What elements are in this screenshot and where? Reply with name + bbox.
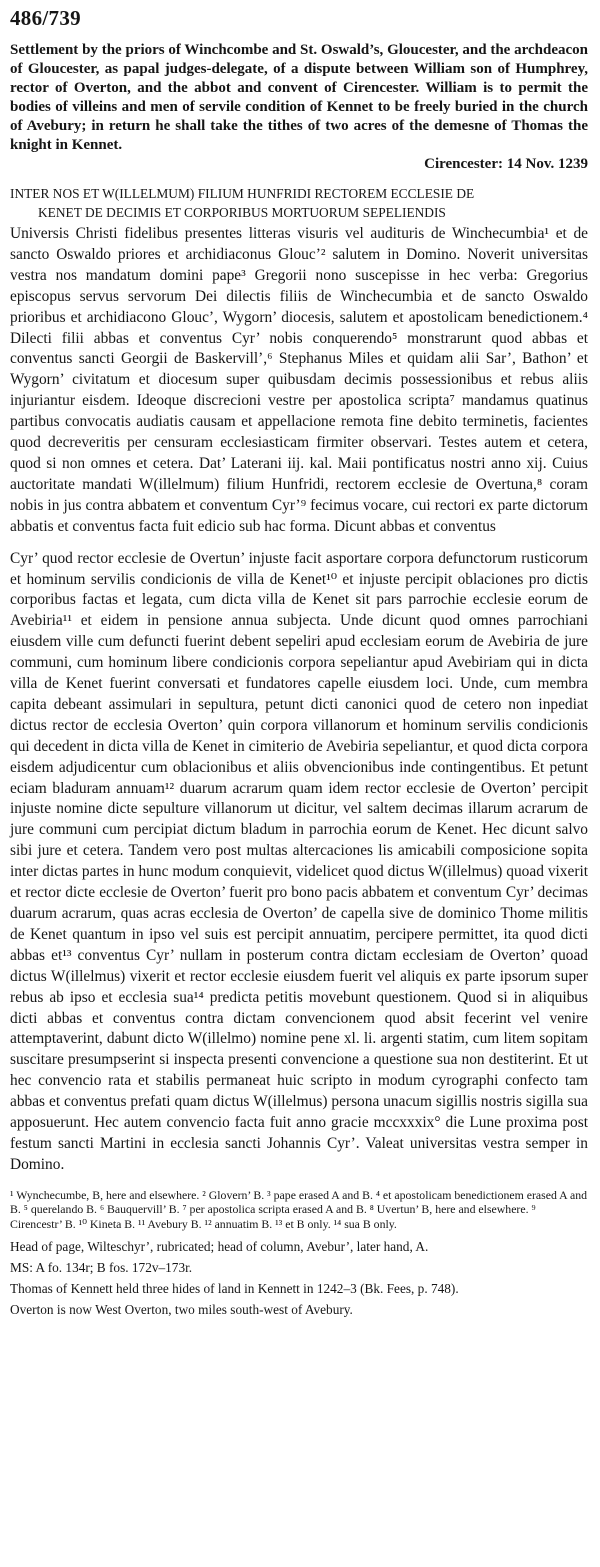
- note-kennett: Thomas of Kennett held three hides of land in Kennett in 1242–3 (Bk. Fees, p. 748).: [10, 1280, 459, 1296]
- note-overton: Overton is now West Overton, two miles south-west of Avebury.: [10, 1301, 353, 1317]
- page: [10, 6, 588, 1320]
- charter-text: [10, 224, 588, 1176]
- paragraph-1: Universis Christi fidelibus presentes litteras visuris vel audituris de Winchecumbia¹ et de sancto Oswaldo priores et archidiaconus Glouc’² salutem in Domino. Noverit universitas vestra nos mandatum domini pape³ Gregorii nono suscepisse in hec verba: Gregorius episcopus servus servorum Dei dilectis filiis de Winchecumbia et de sancto Oswaldo prioribus et archidiacono Glouc’, Wygorn’ diocesis, salutem et apostolicam benedictionem.⁴ Dilecti filii abbas et conventus Cyr’ nobis conquerendo⁵ monstrarunt quod abbas et conventus sancti Georgii de Baskervill’,⁶ Stephanus Miles et quidam alii Sar’, Bathon’ et Wygorn’ civitatum et diocesum super quibusdam decimis possessionibus et rebus aliis injuriantur eisdem. Ideoque discrecioni vestre per apostolica scripta⁷ mandamus quatinus partibus convocatis audiatis causam et appellacione remota fine debito terminetis, facientes quod decreveritis per censuram ecclesiasticam firmiter observari. Testes autem et cetera, quod si non omnes et cetera. Dat’ Laterani iij. kal. Maii pontificatus nostri anno xij. Cuius auctoritate mandati W(illelmum) filium Hunfridi, rectorem ecclesie de Overtuna,⁸ coram nobis in jus contra abbatem et conventum Cyr’⁹ fecimus vocare, cui rectori ex parte dictorum abbatis et conventus facta fuit edicio sub hac forma. Dicunt abbas et conventus: [10, 225, 588, 535]
- heading-line-2: KENET DE DECIMIS ET CORPORIBUS MORTUORUM SEPELIENDIS: [38, 205, 446, 220]
- heading-line-1: INTER NOS ET W(ILLELMUM) FILIUM HUNFRIDI RECTOREM ECCLESIE DE: [10, 186, 475, 201]
- footnotes: ¹ Wynchecumbe, B, here and elsewhere. ² Glovern’ B. ³ pape erased A and B. ⁴ et apostolicam benedictionem erased A and B. ⁵ querelando B. ⁶ Bauquervill’ B. ⁷ per apostolica scripta erased A and B. ⁸ Uvertun’ B, here and elsewhere. ⁹ Cirencestr’ B. ¹⁰ Kineta B. ¹¹ Avebury B. ¹² annuatim B. ¹³ et B only. ¹⁴ sua B only.: [10, 1187, 588, 1231]
- latin-heading: [10, 184, 588, 222]
- place-date: Cirencester: 14 Nov. 1239: [424, 156, 588, 172]
- manuscript-reference: MS: A fo. 134r; B fos. 172v–173r.: [10, 1259, 193, 1275]
- paragraph-2: Cyr’ quod rector ecclesie de Overtun’ injuste facit asportare corpora defunctorum rusticorum et hominum servilis condicionis de villa de Kenet¹⁰ et injuste percipit oblaciones pro dictis corporibus factas et legata, cum dicta villa de Kenet sit pars parrochie ecclesie eorum de Avebiria¹¹ et eidem in pensione annua subjecta. Unde dicunt quod omnes parrochiani eiusdem ville cum defuncti fuerint debent sepeliri apud ecclesiam eorum de Avebiria de jure communi, cum hominum libere condicionis corpora sepeliantur apud Avebiriam qui in dicta villa de Kenet fuerint conversati et fundatores capelle eiusdem loci. Unde, cum membra capita debeant assimulari in sepultura, petunt dicti canonici quod de cetero non inpediat dictus rector de ecclesia Overton’ quin corpora villanorum et hominum servilis condicionis qui decedent in dicta villa de Kenet in cimiterio de Avebiria sepeliantur, et quod dicta corpora eisdem adjudicentur cum oblacionibus et aliis obvencionibus inde contingentibus. Et petunt eciam bladuram annuam¹² duarum acrarum quam idem rector ecclesie de Overton’ percipit injuste nomine dicte sepulture villanorum ut dicitur, vel saltem decimas illarum acrarum de jure communi cum percipiat dictum bladum in parrochia eorum de Kenet. Hec dicunt salvo sibi jure et cetera. Tandem vero post multas altercaciones lis amicabili composicione sopita inter dictas partes in hunc modum conquievit, videlicet quod dictus W(illelmus) quoad vixerit et rector dicte ecclesie de Overton’ fuerit pro bono pacis abbatem et conventum Cyr’ decimas duarum acrarum, quas acras ecclesia de Overton’ de capella sive de dominico Thome militis de Kenet quantum in ipso vel suis est percipit annuatim, percipere permittet, ita quod dicti abbas et¹³ conventus Cyr’ nullam in posterum contra dictam ecclesiam de Overton’ quoad dictus W(illelmus) vixerit et rector ecclesie eiusdem fuerit vel aliquis ex parte ipsorum super rebus ab ipso et ecclesia sua¹⁴ predicta petitis movebunt questionem. Quod si in aliquibus dicti abbas et conventus contra dictam convencionem quod absit fecerint vel venire attemptaverint, dabunt dicto W(illelmo) nomine pene xl. li. argenti statim, cum litem sopitam suscitare presumpserint si inspecta presenti convencione a questione sua non destiterint. Et ut hec convencio rata et stabilis permaneat huic scripto in modum cyrographi confecto tam abbas et conventus prefati quam dictus W(illelmus) persona unacum sigillis nostris sigilla sua apposuerunt. Hec autem convencio facta fuit anno gracie mccxxxix° die Lune proxima post festum sancti Martini in ecclesia sancti Johannis Cyr’. Valeat universitas vestra semper in Domino.: [10, 549, 588, 1173]
- head-of-page-note: Head of page, Wilteschyr’, rubricated; head of column, Avebur’, later hand, A.: [10, 1238, 429, 1254]
- editorial-notes: [10, 1236, 588, 1320]
- document-number: 486/739: [10, 6, 81, 30]
- summary: Settlement by the priors of Winchcombe and St. Oswald’s, Gloucester, and the archdeacon of Gloucester, as papal judges-delegate, of a dispute between William son of Humphrey, rector of Overton, and the abbot and convent of Cirencester. William is to permit the bodies of villeins and men of servile condition of Kennet to be freely buried in the church of Avebury; in return he shall take the tithes of two acres of the demesne of Thomas the knight in Kennet.: [10, 42, 588, 153]
